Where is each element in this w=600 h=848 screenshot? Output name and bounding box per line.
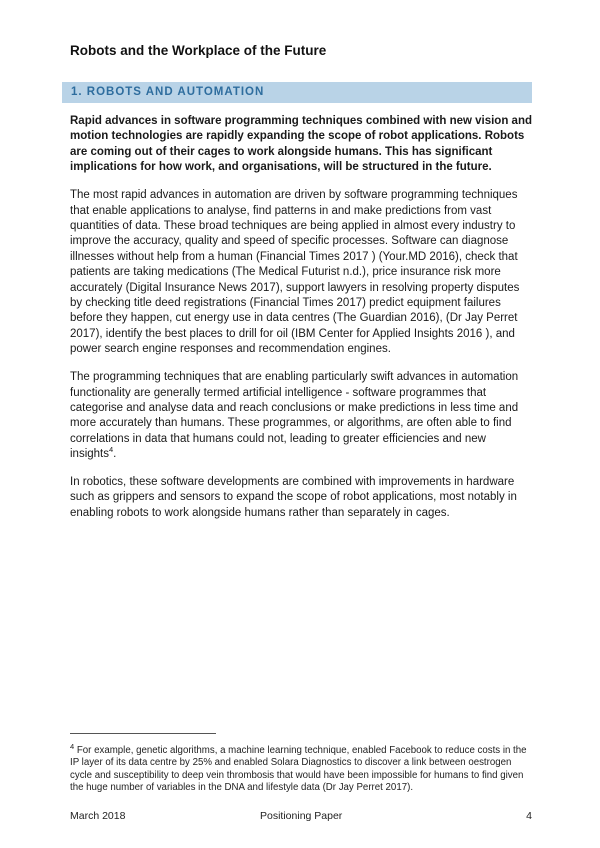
footer-doc-type: Positioning Paper bbox=[260, 810, 343, 822]
page-number: 4 bbox=[526, 810, 532, 822]
paragraph-automation-advances: The most rapid advances in automation are driven by software programming techniques that enable applications to analyse, find patterns in and make predictions from vast quantities of data. These broad techniques are being applied in almost every industry to improve the accuracy, quality and speed of specific processes. Software can diagnose illnesses without help from a human (Financial Times 2017 ) (Your.MD 2016), check that patients are taking medications (The Medical Futurist n.d.), price insurance risk more accurately (Digital Insurance News 2017), support lawyers in resolving property disputes by checking title deed registrations (Financial Times 2017) predict equipment failures before they happen, cut energy use in data centres (The Guardian 2016), (Dr Jay Perret 2017), identify the best places to drill for oil (IBM Center for Applied Insights 2016 ), and power search engine responses and recommendation engines. bbox=[70, 189, 520, 356]
footnote-text: For example, genetic algorithms, a machine learning technique, enabled Facebook to reduce costs in the IP layer of its data centre by 25% and enabled Solara Diagnostics to discover a link between oestrogen cycle and susceptibility to deep vein thrombosis that would have been impossible for humans to find given the huge number of variables in the DNA and lifestyle data (Dr Jay Perret 2017). bbox=[70, 745, 527, 793]
paragraph-ai-text: The programming techniques that are enabling particularly swift advances in automation functionality are generally termed artificial intelligence - software programmes that categorise and analyse data and reach conclusions or make predictions in less time and more accurately than humans. These programmes, or algorithms, are often able to find correlations in data that humans could not, leading to greater efficiencies and new insights bbox=[70, 371, 519, 461]
footnote-reference[interactable]: 4 bbox=[109, 445, 114, 455]
document-title: Robots and the Workplace of the Future bbox=[70, 43, 327, 58]
paragraph-artificial-intelligence bbox=[70, 370, 532, 462]
footnote-divider bbox=[70, 733, 216, 734]
footer-date: March 2018 bbox=[70, 810, 126, 822]
paragraph-ai-end: . bbox=[113, 448, 117, 461]
section-heading-bar bbox=[62, 82, 532, 103]
page-footer bbox=[70, 810, 532, 824]
footnote-marker: 4 bbox=[70, 741, 75, 751]
body-content bbox=[70, 114, 532, 534]
section-heading: 1. ROBOTS AND AUTOMATION bbox=[71, 86, 265, 98]
paragraph-robotics: In robotics, these software developments are combined with improvements in hardware such as grippers and sensors to expand the scope of robot applications, most notably in enabling robots to work alongside humans rather than separately in cages. bbox=[70, 476, 517, 519]
lead-paragraph: Rapid advances in software programming techniques combined with new vision and motion technologies are rapidly expanding the scope of robot applications. Robots are coming out of their cages to work alongside humans. This has significant implications for how work, and organisations, will be structured in the future. bbox=[70, 115, 532, 174]
footnote bbox=[70, 741, 532, 794]
